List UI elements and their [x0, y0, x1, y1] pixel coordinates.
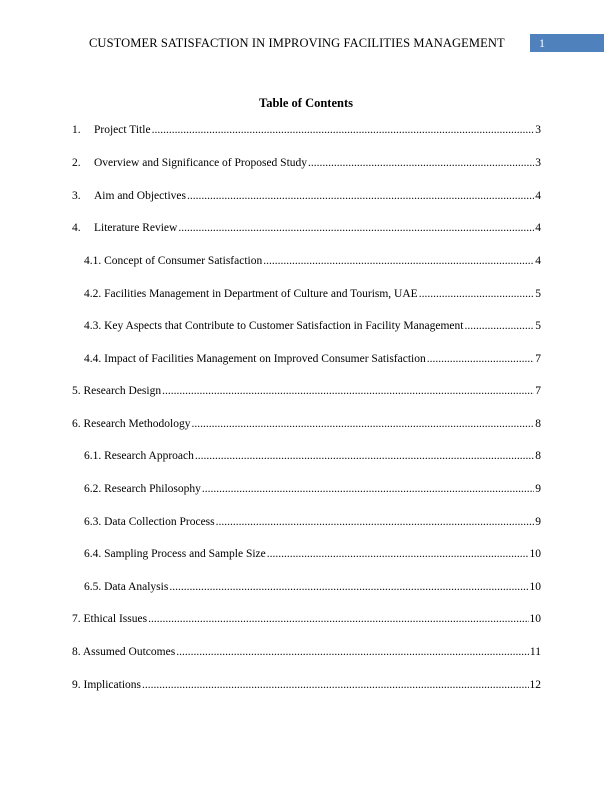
toc-entry-page: 5 [535, 320, 541, 332]
toc-entry-page: 5 [535, 288, 541, 300]
toc-dot-leader [178, 220, 534, 236]
toc-entry-title: 7. Ethical Issues [72, 613, 148, 625]
toc-entry-title: 4.4. Impact of Facilities Management on Improved Consumer Satisfaction [84, 353, 426, 365]
toc-dot-leader [419, 286, 535, 302]
toc-entry-title: Project Title [94, 124, 151, 136]
toc-entry-9[interactable] [72, 677, 541, 693]
toc-entry-page: 9 [535, 483, 541, 495]
toc-entry-page: 10 [529, 581, 541, 593]
toc-dot-leader [148, 611, 528, 627]
toc-entry-title: 6.4. Sampling Process and Sample Size [84, 548, 266, 560]
toc-entry-title: Overview and Significance of Proposed Study [94, 157, 308, 169]
toc-entry-page: 12 [529, 679, 541, 691]
toc-entry-page: 3 [535, 157, 541, 169]
toc-entry-title: 5. Research Design [72, 385, 162, 397]
toc-entry-page: 10 [529, 548, 541, 560]
toc-dot-leader [169, 579, 528, 595]
toc-dot-leader [464, 318, 534, 334]
toc-entry-title: 6.5. Data Analysis [84, 581, 169, 593]
toc-dot-leader [176, 644, 529, 660]
toc-dot-leader [267, 546, 529, 562]
toc-entry-number: 1. [72, 124, 81, 136]
toc-dot-leader [263, 253, 534, 269]
toc-entry-8[interactable] [72, 644, 541, 660]
toc-entry-literature[interactable] [72, 220, 541, 236]
toc-entry-page: 7 [535, 385, 541, 397]
toc-entry-title: 6.2. Research Philosophy [84, 483, 201, 495]
toc-entry-title: 9. Implications [72, 679, 141, 691]
toc-entry-page: 11 [529, 646, 541, 658]
toc-entry-title: 6. Research Methodology [72, 418, 191, 430]
toc-dot-leader [216, 514, 535, 530]
toc-entry-6-1[interactable] [84, 448, 541, 464]
toc-entry-title: 6.1. Research Approach [84, 450, 194, 462]
toc-entry-6-3[interactable] [84, 514, 541, 530]
toc-dot-leader [202, 481, 534, 497]
toc-entry-page: 4 [535, 255, 541, 267]
toc-dot-leader [427, 351, 535, 367]
toc-entry-6-2[interactable] [84, 481, 541, 497]
toc-entry-4-1[interactable] [84, 253, 541, 269]
toc-entry-aim[interactable] [72, 188, 541, 204]
toc-entry-project-title[interactable] [72, 122, 541, 138]
page-number-badge: 1 [530, 34, 604, 52]
toc-entry-number: 3. [72, 190, 81, 202]
toc-entry-page: 4 [535, 190, 541, 202]
toc-dot-leader [195, 448, 534, 464]
toc-entry-4-4[interactable] [84, 351, 541, 367]
toc-dot-leader [152, 122, 535, 138]
toc-entry-title: 8. Assumed Outcomes [72, 646, 176, 658]
toc-entry-number: 4. [72, 222, 81, 234]
toc-dot-leader [187, 188, 534, 204]
running-header-title: CUSTOMER SATISFACTION IN IMPROVING FACILITIES MANAGEMENT [89, 36, 505, 50]
toc-entry-5[interactable] [72, 383, 541, 399]
toc-entry-title: 4.1. Concept of Consumer Satisfaction [84, 255, 263, 267]
toc-entry-overview[interactable] [72, 155, 541, 171]
toc-entry-page: 8 [535, 418, 541, 430]
toc-entry-6-5[interactable] [84, 579, 541, 595]
toc-entry-6-4[interactable] [84, 546, 541, 562]
toc-entry-page: 4 [535, 222, 541, 234]
toc-entry-number: 2. [72, 157, 81, 169]
toc-dot-leader [142, 677, 529, 693]
toc-entry-page: 9 [535, 516, 541, 528]
toc-entry-4-2[interactable] [84, 286, 541, 302]
toc-dot-leader [192, 416, 535, 432]
toc-entry-title: 4.3. Key Aspects that Contribute to Customer Satisfaction in Facility Management [84, 320, 464, 332]
toc-entry-page: 8 [535, 450, 541, 462]
toc-dot-leader [162, 383, 534, 399]
toc-entry-title: 4.2. Facilities Management in Department of Culture and Tourism, UAE [84, 288, 418, 300]
toc-heading: Table of Contents [259, 96, 353, 110]
toc-entry-6[interactable] [72, 416, 541, 432]
toc-entry-title: Aim and Objectives [94, 190, 186, 202]
toc-entry-page: 3 [535, 124, 541, 136]
toc-entry-7[interactable] [72, 611, 541, 627]
toc-entry-title: Literature Review [94, 222, 178, 234]
toc-entry-page: 7 [535, 353, 541, 365]
toc-entry-title: 6.3. Data Collection Process [84, 516, 215, 528]
toc-entry-page: 10 [529, 613, 541, 625]
toc-entry-4-3[interactable] [84, 318, 541, 334]
toc-dot-leader [308, 155, 534, 171]
